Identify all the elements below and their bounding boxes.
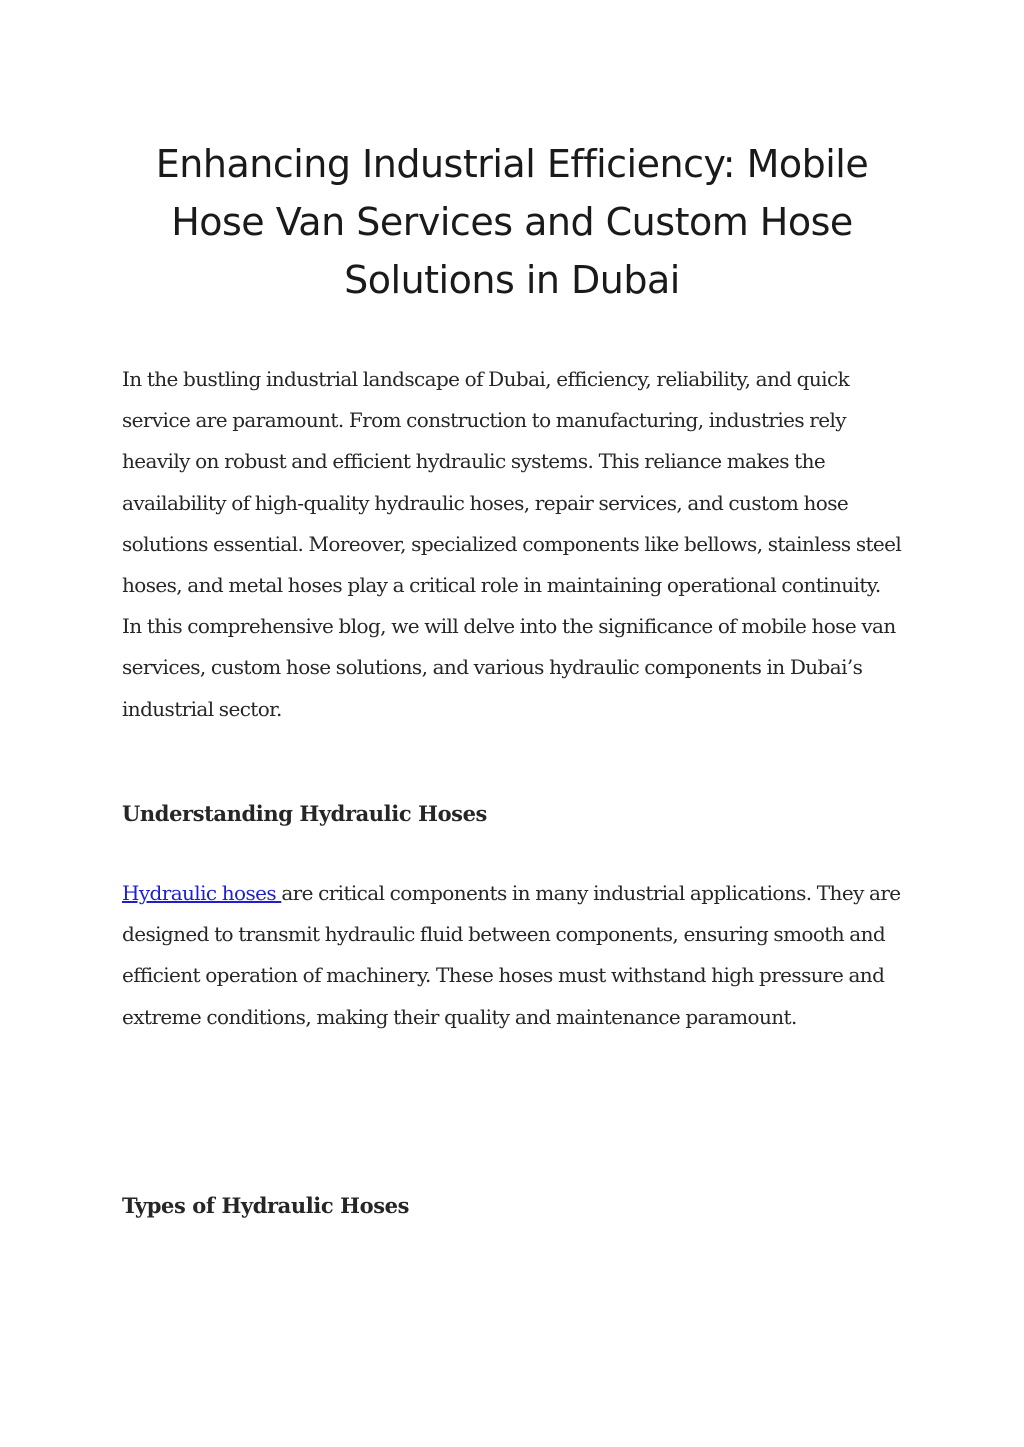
intro-paragraph: In the bustling industrial landscape of Dubai, efficiency, reliability, and quick service are paramount. From construction to manufacturing, industries rely heavily on robust and efficient hydraulic systems. This reliance makes the availability of high-quality hydraulic hoses, repair services, and custom hose solutions essential. Moreover, specialized components like bellows, stainless steel hoses, and metal hoses play a critical role in maintaining operational continuity. In this comprehensive blog, we will delve into the significance of mobile hose van services, custom hose solutions, and various hydraulic components in Dubai’s industrial sector.	[122, 367, 902, 721]
section-heading-understanding-hydraulic-hoses: Understanding Hydraulic Hoses	[122, 801, 487, 826]
document-title: Enhancing Industrial Efficiency: Mobile Hose Van Services and Custom Hose Solutions in Dubai	[155, 142, 869, 302]
hydraulic-hoses-paragraph-text: are critical components in many industrial applications. They are designed to transmit hydraulic fluid between components, ensuring smooth and efficient operation of machinery. These hoses must withstand high pressure and extreme conditions, making their quality and maintenance paramount.	[122, 881, 901, 1029]
hydraulic-hoses-paragraph	[122, 873, 902, 1038]
hydraulic-hoses-link[interactable]: Hydraulic hoses	[122, 881, 282, 905]
section-heading-types-of-hydraulic-hoses: Types of Hydraulic Hoses	[122, 1193, 410, 1218]
